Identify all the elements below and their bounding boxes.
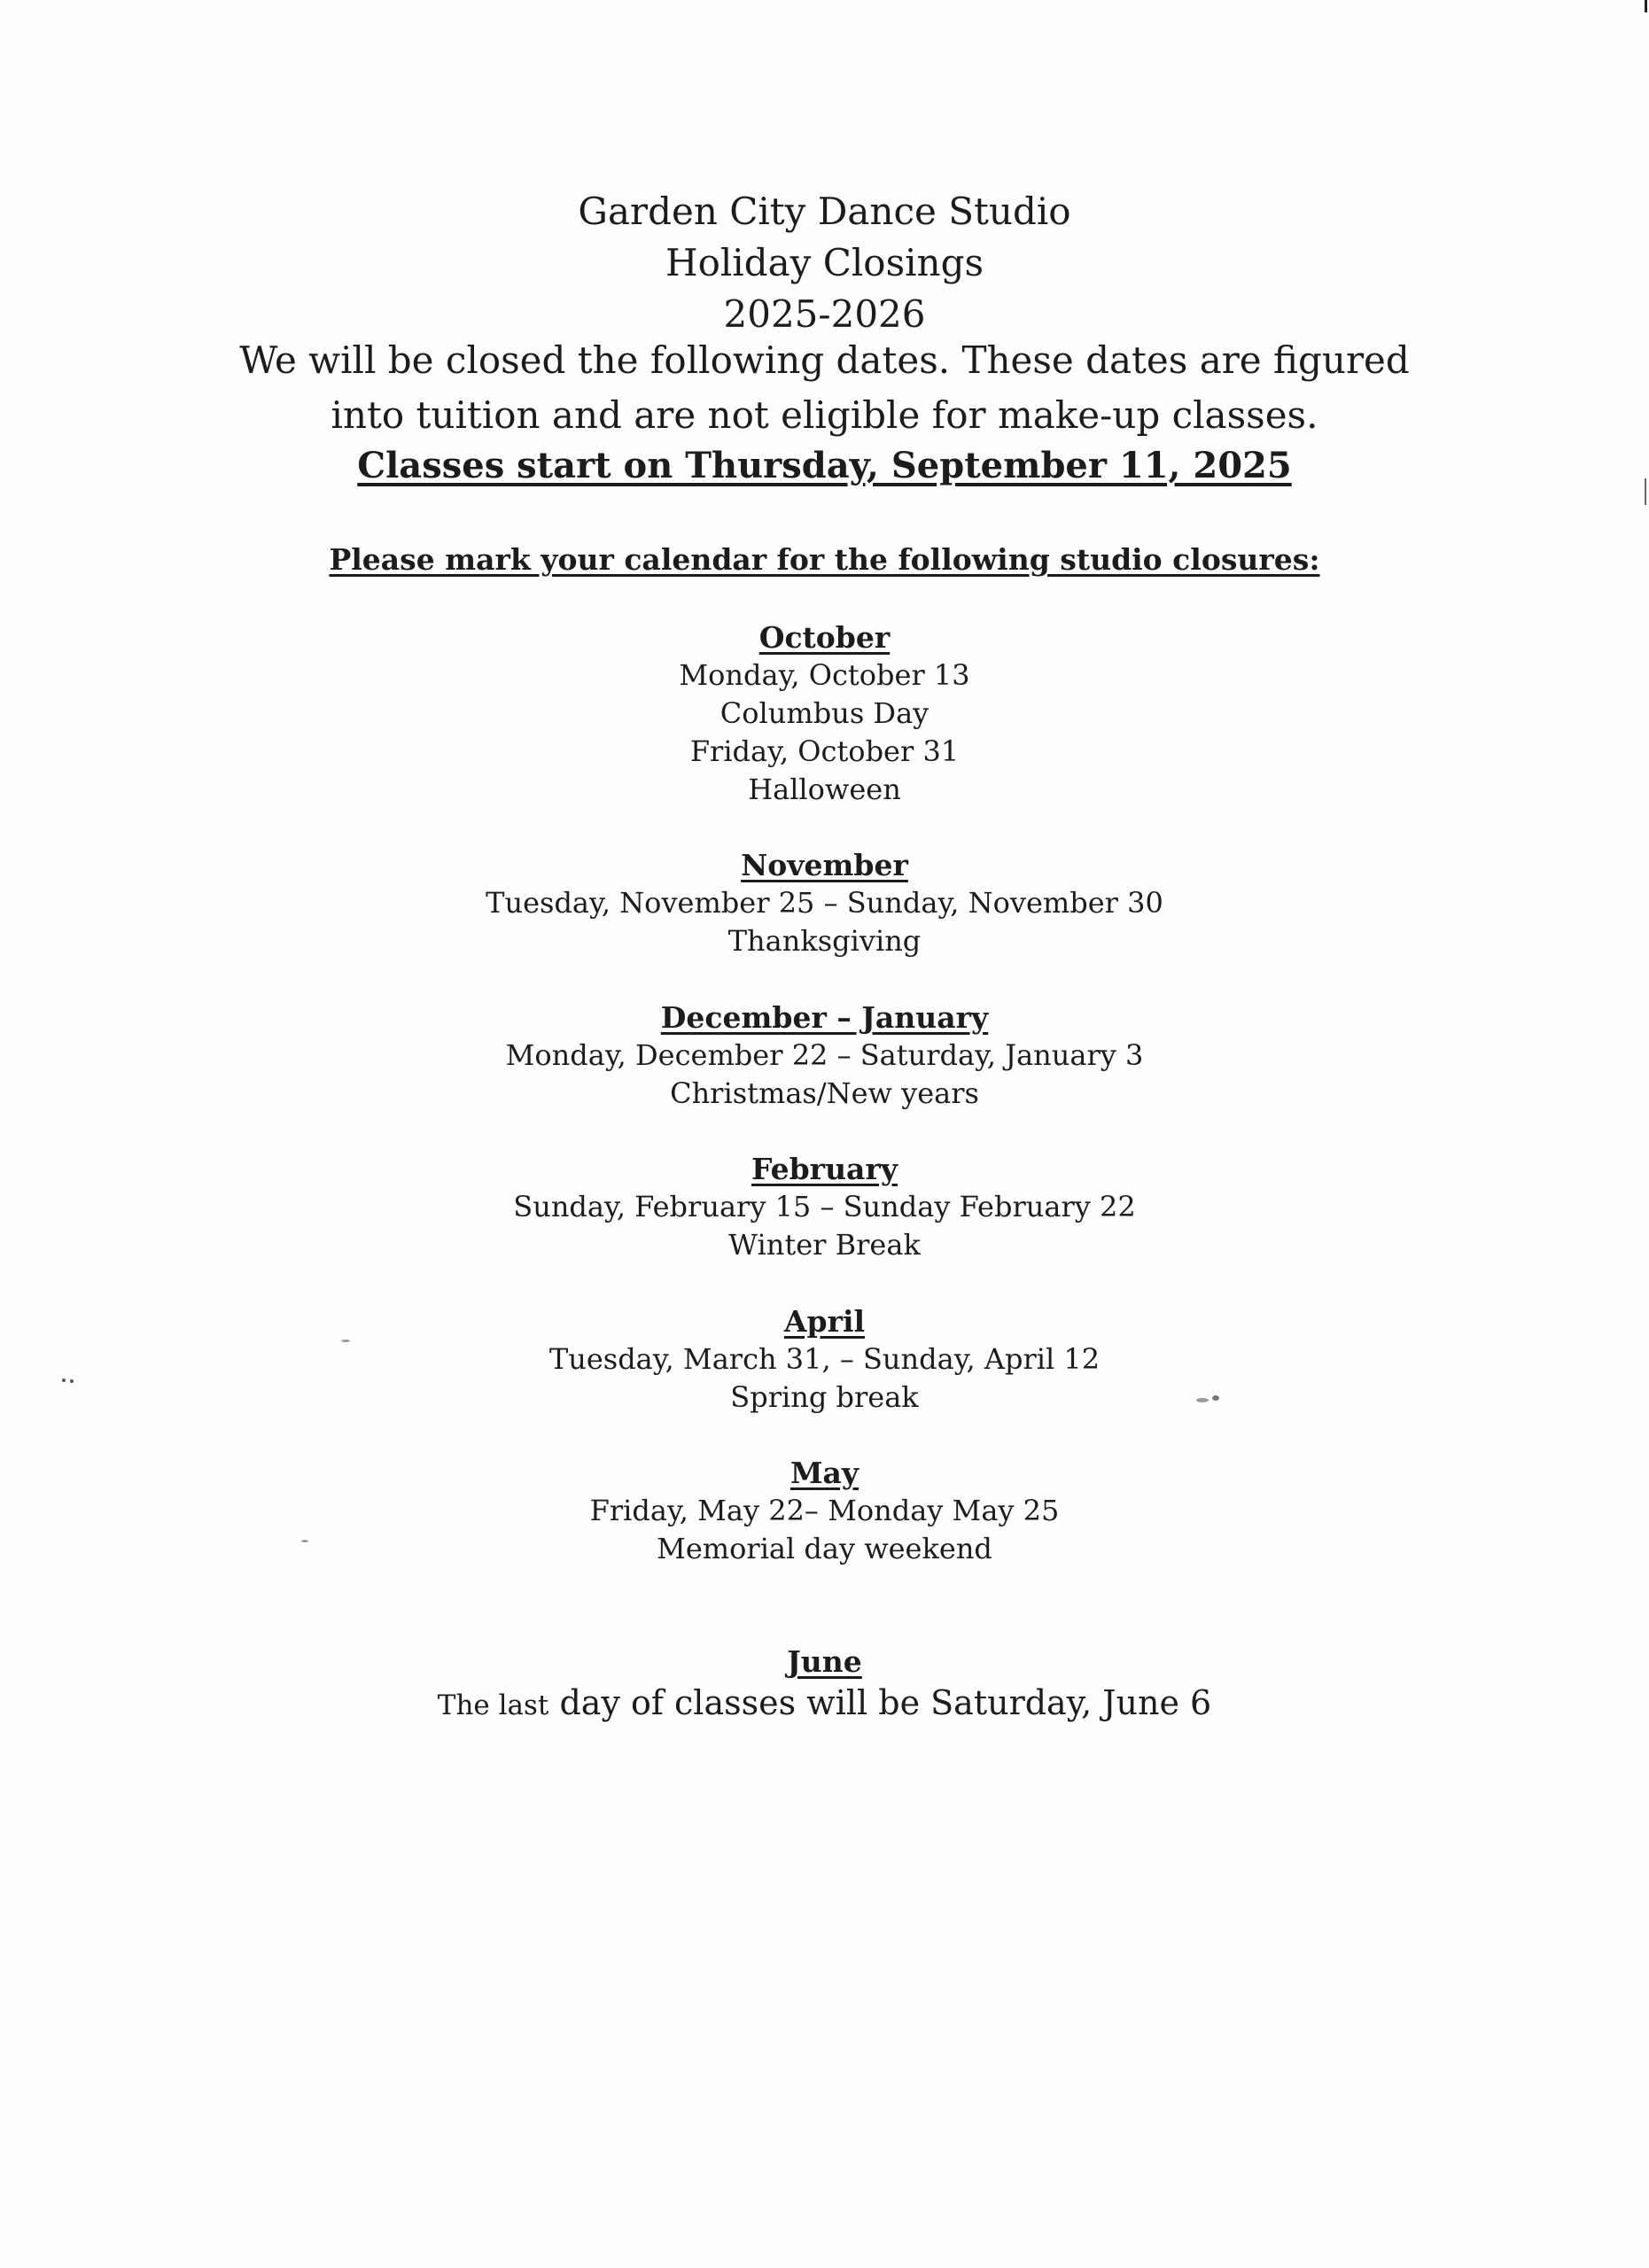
scan-speck (62, 1379, 66, 1382)
section-title: April (783, 1304, 866, 1339)
section-line: Friday, October 31 (689, 734, 960, 768)
section-line: Tuesday, November 25 – Sunday, November 30 (486, 886, 1163, 920)
scan-speck (301, 1540, 308, 1542)
scan-speck (1212, 1395, 1219, 1401)
section-june (0, 1643, 1649, 1728)
mark-notice-block (0, 540, 1649, 579)
intro-block (0, 333, 1649, 443)
section-title: October (758, 620, 891, 655)
start-notice-block (0, 441, 1649, 491)
section-line: Memorial day weekend (657, 1532, 992, 1565)
year-range: 2025-2026 (723, 292, 926, 336)
section-title: June (787, 1644, 862, 1679)
section-title: May (789, 1456, 860, 1490)
section-february (0, 1150, 1649, 1264)
section-line: Monday, December 22 – Saturday, January 3 (505, 1038, 1144, 1072)
section-line: Columbus Day (719, 696, 930, 730)
section-may (0, 1454, 1649, 1568)
section-december-january (0, 998, 1649, 1113)
section-title: December – January (660, 1000, 989, 1035)
section-line: Halloween (748, 773, 901, 806)
section-line: Sunday, February 15 – Sunday February 22 (513, 1190, 1136, 1223)
section-line: Friday, May 22– Monday May 25 (589, 1494, 1060, 1527)
header-block (0, 186, 1649, 340)
intro-line-1: We will be closed the following dates. These dates are figured (239, 338, 1410, 382)
section-november (0, 846, 1649, 960)
last-day-notice (0, 1681, 1649, 1728)
section-line: Tuesday, March 31, – Sunday, April 12 (548, 1342, 1101, 1376)
section-line: Monday, October 13 (679, 658, 970, 692)
intro-line-2: into tuition and are not eligible for make-up classes. (331, 393, 1318, 437)
scan-speck (1196, 1398, 1209, 1402)
classes-start-notice: Classes start on Thursday, September 11, 2025 (357, 445, 1292, 486)
scan-edge-mark (1645, 0, 1647, 12)
section-line: Spring break (730, 1380, 919, 1414)
last-day-rest: day of classes will be Saturday, June 6 (548, 1683, 1212, 1722)
section-october (0, 618, 1649, 809)
section-title: November (741, 848, 908, 882)
last-day-prefix: The last (437, 1689, 549, 1721)
scan-edge-mark (1645, 478, 1646, 505)
mark-calendar-notice: Please mark your calendar for the following studio closures: (329, 542, 1320, 577)
section-line: Winter Break (728, 1228, 921, 1262)
section-line: Christmas/New years (670, 1076, 979, 1110)
section-april (0, 1302, 1649, 1417)
scan-speck (341, 1340, 350, 1342)
document-title: Holiday Closings (665, 241, 984, 284)
section-line: Thanksgiving (727, 924, 922, 958)
studio-name: Garden City Dance Studio (578, 190, 1071, 233)
scan-speck (70, 1379, 74, 1383)
section-title: February (751, 1152, 898, 1186)
